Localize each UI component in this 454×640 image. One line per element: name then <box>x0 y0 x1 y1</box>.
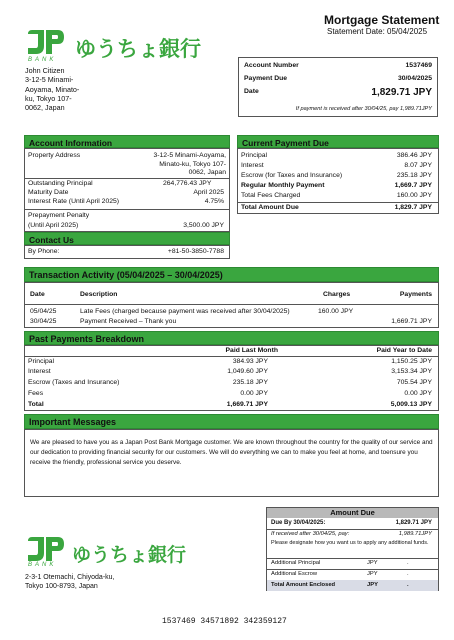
contact-box: By Phone: +81-50-3850-7788 <box>24 245 230 259</box>
statement-date: Statement Date: 05/04/2025 <box>327 27 428 36</box>
amount-due-header: Amount Due <box>267 508 438 518</box>
additional-principal-field[interactable]: . <box>407 560 409 566</box>
account-info-box: Property Address 3-12-5 Minami-Aoyama, Minato-ku, Tokyo 107- 0062, Japan Outstanding Principal 264,776.43 JPY Maturity Date April 2025 Interest Rate (Until April 2025) 4.75% Prepayment Penalty (Until April 2025) 3,500.00 JPY <box>24 148 230 232</box>
bank-logo-text: ゆうちょ銀行 <box>75 37 201 61</box>
micr-line: 1537469 34571892 342359127 <box>162 617 287 626</box>
account-info-header: Account Information <box>24 135 230 148</box>
current-due-header: Current Payment Due <box>237 135 439 148</box>
messages-header: Important Messages <box>24 414 439 429</box>
message-body: We are pleased to have you as a Japan Post Bank Mortgage customer. We are known throughout the country for the quality of our service and our dedication to providing financial security for our customers. We will do everything we can to make you feel at home, and toensure you receive the friendly, professional service you deserve. <box>30 439 433 466</box>
jp-logo-icon <box>26 30 64 54</box>
total-enclosed-field[interactable]: . <box>407 582 409 588</box>
footer-address: 2-3-1 Otemachi, Chiyoda-ku, Tokyo 100-8793, Japan <box>25 574 115 590</box>
bank-logo-text-bottom: ゆうちょ銀行 <box>72 544 187 566</box>
recipient-address: John Citizen 3-12-5 Minami- Aoyama, Minato- ku, Tokyo 107- 0062, Japan <box>25 66 80 113</box>
jp-logo-icon-bottom <box>26 537 64 561</box>
transactions-box: Date Description Charges Payments 05/04/25 Late Fees (charged because payment was received after 30/04/2025) 160.00 JPY 30/04/25 Payment Received – Thank you 1,669.71 JPY <box>24 282 439 328</box>
past-payments-box: Paid Last Month Paid Year to Date Principal 384.93 JPY 1,150.25 JPY Interest 1,049.60 JPY 3,153.34 JPY Escrow (Taxes and Insurance) 235.18 JPY 705.54 JPY Fees 0.00 JPY 0.00 JPY Total 1,669.71 JPY 5,009.13 JPY <box>24 345 439 411</box>
messages-box <box>24 429 439 497</box>
table-row: 30/04/25 Payment Received – Thank you 1,669.71 JPY <box>30 318 432 325</box>
contact-header: Contact Us <box>24 232 230 245</box>
statement-title: Mortgage Statement <box>324 13 440 27</box>
summary-box: Account Number 1537469 Payment Due 30/04/2025 Date 1,829.71 JPY If payment is received after 30/04/25, pay 1,989.71JPY <box>238 57 438 117</box>
property-address: 3-12-5 Minami-Aoyama, Minato-ku, Tokyo 107- 0062, Japan <box>153 152 226 176</box>
transactions-header: Transaction Activity (05/04/2025 – 30/04/2025) <box>24 267 439 282</box>
additional-escrow-field[interactable]: . <box>407 571 409 577</box>
past-payments-header: Past Payments Breakdown <box>24 331 439 345</box>
phone-link[interactable]: +81-50-3850-7788 <box>167 248 224 255</box>
bank-logo-subtext-bottom: BANK <box>28 562 57 568</box>
late-payment-note: If payment is received after 30/04/25, pay 1,989.71JPY <box>295 106 432 112</box>
table-row: 05/04/25 Late Fees (charged because payment was received after 30/04/2025) 160.00 JPY <box>30 308 354 315</box>
bank-logo-subtext: BANK <box>28 57 57 63</box>
current-due-box: Principal 386.46 JPY Interest 8.07 JPY Escrow (for Taxes and Insurance) 235.18 JPY Regular Monthly Payment 1,669.7 JPY Total Fees Charged 160.00 JPY Total Amount Due 1,829.7 JPY <box>237 148 439 214</box>
amount-due-box: Amount Due Due By 30/04/2025: 1,829.71 JPY If received after 30/04/25, pay: 1,989.71JPY Please designate how you want us to apply any additional funds. Additional Principal JPY . Additional Escrow JPY . Total Amount Enclosed JPY . <box>266 507 439 591</box>
